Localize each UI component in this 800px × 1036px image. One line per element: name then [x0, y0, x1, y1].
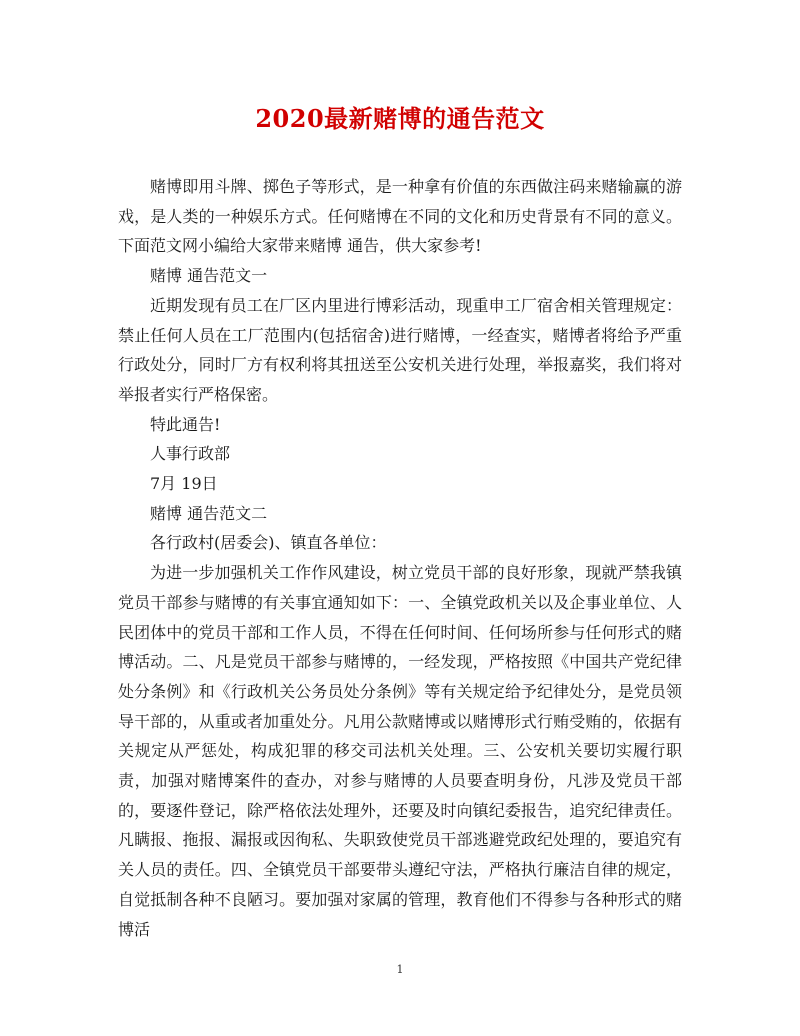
section-heading-2: 赌博 通告范文二	[150, 503, 268, 523]
document-body	[118, 172, 682, 944]
document-title: 2020最新赌博的通告范文	[255, 104, 545, 133]
notice-1-signature: 人事行政部	[150, 444, 231, 464]
intro-paragraph: 赌博即用斗牌、掷色子等形式，是一种拿有价值的东西做注码来赌输赢的游戏，是人类的一种娱乐方式。任何赌博在不同的文化和历史背景有不同的意义。下面范文网小编给大家带来赌博 通告，供大家参考!	[118, 177, 682, 256]
section-heading-1: 赌博 通告范文一	[150, 266, 268, 286]
notice-2-paragraph: 为进一步加强机关工作作风建设，树立党员干部的良好形象，现就严禁我镇党员干部参与赌博的有关事宜通知如下：一、全镇党政机关以及企事业单位、人民团体中的党员干部和工作人员，不得在任何时间、任何场所参与任何形式的赌博活动。二、凡是党员干部参与赌博的，一经发现，严格按照《中国共产党纪律处分条例》和《行政机关公务员处分条例》等有关规定给予纪律处分，是党员领导干部的，从重或者加重处分。凡用公款赌博或以赌博形式行贿受贿的，依据有关规定从严惩处，构成犯罪的移交司法机关处理。三、公安机关要切实履行职责，加强对赌博案件的查办，对参与赌博的人员要查明身份，凡涉及党员干部的，要逐件登记，除严格依法处理外，还要及时向镇纪委报告，追究纪律责任。凡瞒报、拖报、漏报或因徇私、失职致使党员干部逃避党政纪处理的，要追究有关人员的责任。四、全镇党员干部要带头遵纪守法，严格执行廉洁自律的规定，自觉抵制各种不良陋习。要加强对家属的管理，教育他们不得参与各种形式的赌博活	[118, 563, 682, 939]
page-number: 1	[396, 963, 404, 976]
notice-1-date: 7月 19日	[150, 474, 218, 494]
notice-1-closing: 特此通告!	[150, 414, 221, 434]
notice-2-addressee: 各行政村(居委会)、镇直各单位：	[150, 533, 387, 553]
notice-1-paragraph: 近期发现有员工在厂区内里进行博彩活动，现重申工厂宿舍相关管理规定：禁止任何人员在工厂范围内(包括宿舍)进行赌博，一经查实，赌博者将给予严重行政处分，同时厂方有权利将其扭送至公安机关进行处理，举报嘉奖，我们将对举报者实行严格保密。	[118, 295, 682, 404]
